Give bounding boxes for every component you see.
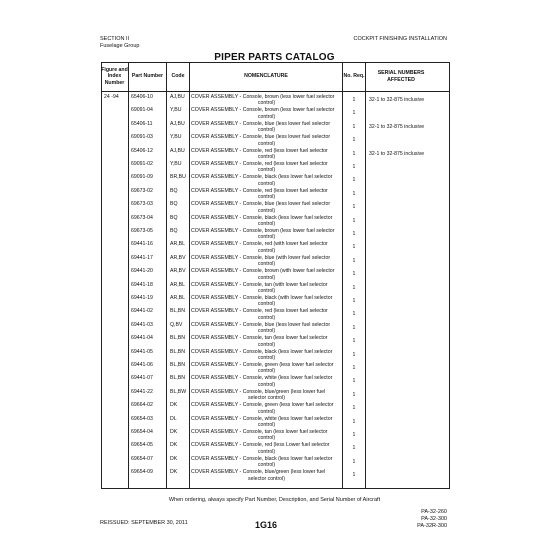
qty-cell: 1: [352, 244, 356, 251]
col-header-nomenclature: NOMENCLATURE: [244, 73, 288, 80]
code-cell: DK: [170, 455, 178, 462]
part-number-cell: 69441-07: [131, 375, 153, 382]
code-cell: AR,BL: [170, 241, 185, 248]
nomenclature-line: control): [257, 462, 276, 469]
part-number-cell: 69091-04: [131, 107, 153, 114]
nomenclature-line: control): [257, 274, 276, 281]
nomenclature-cell: [191, 241, 342, 254]
nomenclature-line: COVER ASSEMBLY - Console, green (less lower fuel selector: [191, 402, 334, 409]
nomenclature-line: COVER ASSEMBLY - Console, black (less lower fuel selector: [191, 348, 333, 355]
qty-cell: 1: [352, 432, 356, 438]
nomenclature-cell: [191, 161, 342, 174]
qty-cell: 1: [352, 204, 356, 211]
qty-cell: 1: [352, 177, 356, 184]
nomenclature-line: COVER ASSEMBLY - Console, blue (with lower fuel selector: [191, 254, 331, 261]
nomenclature-line: COVER ASSEMBLY - Console, tan (less lower fuel selector: [191, 429, 328, 435]
nomenclature-cell: [191, 469, 342, 482]
group-label: Fuselage Group: [100, 43, 140, 49]
ordering-note: When ordering, always specify Part Number, Description, and Serial Number of Aircraft: [168, 497, 381, 503]
qty-cell: 1: [352, 298, 356, 304]
nomenclature-line: COVER ASSEMBLY - Console, white (less lower fuel selector: [191, 375, 333, 382]
nomenclature-line: control): [257, 221, 276, 227]
code-cell: BL,BN: [170, 335, 185, 342]
nomenclature-cell: [191, 94, 342, 107]
part-number-cell: 69664-02: [131, 402, 153, 409]
aircraft-models: [417, 509, 447, 530]
nomenclature-cell: [191, 322, 342, 335]
code-cell: Q,BV: [170, 321, 183, 328]
nomenclature-line: control): [257, 167, 276, 174]
part-number-cell: 69441-17: [131, 254, 153, 261]
nomenclature-line: COVER ASSEMBLY - Console, black (with lower fuel selector: [191, 295, 333, 301]
nomenclature-line: control): [257, 180, 276, 187]
nomenclature-line: COVER ASSEMBLY - Console, blue (less lower fuel selector: [191, 120, 331, 127]
part-number-cell: 69441-06: [131, 362, 153, 368]
nomenclature-cell: [191, 174, 342, 187]
nomenclature-cell: [191, 349, 342, 362]
nomenclature-line: control): [257, 261, 276, 268]
part-number-cell: 69673-03: [131, 201, 153, 208]
nomenclature-line: COVER ASSEMBLY - Console, brown (less lower fuel selector: [191, 94, 335, 100]
code-cell: AR,BV: [170, 254, 186, 261]
catalog-title: PIPER PARTS CATALOG: [214, 52, 335, 63]
part-number-cell: 69091-03: [131, 134, 153, 141]
code-cell: BQ: [170, 214, 178, 221]
qty-cell: 1: [352, 445, 356, 452]
part-number-cell: 69654-04: [131, 429, 153, 435]
part-number-cell: 69441-22: [131, 388, 153, 395]
nomenclature-cell: [191, 134, 342, 147]
figure-index-cell: 24 -94: [104, 94, 119, 100]
nomenclature-cell: [191, 416, 342, 429]
col-header-figure: Figure and Index Number: [101, 66, 128, 86]
installation-title: COCKPIT FINISHING INSTALLATION: [353, 36, 447, 42]
code-cell: AR,BL: [170, 295, 185, 301]
nomenclature-line: COVER ASSEMBLY - Console, blue/green (less lower fuel: [191, 388, 326, 395]
nomenclature-line: control): [257, 435, 276, 442]
qty-cell: 1: [352, 97, 356, 103]
part-number-cell: 69654-03: [131, 415, 153, 422]
nomenclature-line: COVER ASSEMBLY - Console, brown (less lower fuel selector: [191, 228, 335, 234]
nomenclature-cell: [191, 456, 342, 469]
nomenclature-cell: [191, 335, 342, 348]
nomenclature-cell: [191, 308, 342, 321]
nomenclature-cell: [191, 389, 342, 402]
column-divider: [166, 62, 167, 488]
col-header-code: Code: [171, 73, 185, 80]
nomenclature-cell: [191, 268, 342, 281]
nomenclature-line: COVER ASSEMBLY - Console, black (less lower fuel selector: [191, 214, 333, 221]
nomenclature-line: COVER ASSEMBLY - Console, blue (less lower fuel selector: [191, 201, 331, 208]
nomenclature-line: control): [257, 301, 276, 308]
nomenclature-line: control): [257, 140, 276, 147]
code-cell: DK: [170, 402, 178, 409]
part-number-cell: 69441-16: [131, 241, 153, 248]
nomenclature-line: COVER ASSEMBLY - Console, black (less lower fuel selector: [191, 455, 333, 462]
nomenclature-line: control): [257, 368, 276, 375]
part-number-cell: 69654-09: [131, 469, 153, 476]
code-cell: AJ,BU: [170, 94, 185, 100]
qty-cell: 1: [352, 351, 356, 358]
nomenclature-line: COVER ASSEMBLY - Console, tan (less lower fuel selector: [191, 335, 328, 342]
part-number-cell: 69091-09: [131, 174, 153, 181]
qty-cell: 1: [352, 150, 356, 157]
qty-cell: 1: [352, 458, 356, 465]
nomenclature-cell: [191, 362, 342, 375]
nomenclature-line: COVER ASSEMBLY - Console, brown (with lower fuel selector: [191, 268, 335, 275]
part-number-cell: 69441-05: [131, 348, 153, 355]
nomenclature-line: COVER ASSEMBLY - Console, red (less lower fuel selector: [191, 308, 328, 315]
model-label: PA-32R-300: [417, 523, 447, 529]
nomenclature-line: COVER ASSEMBLY - Console, white (less lower fuel selector: [191, 415, 333, 422]
qty-cell: 1: [352, 271, 356, 278]
qty-cell: 1: [352, 110, 356, 117]
nomenclature-line: control): [257, 234, 276, 241]
nomenclature-line: control): [257, 341, 276, 348]
qty-cell: 1: [352, 284, 356, 291]
code-cell: AR,BL: [170, 281, 185, 288]
column-divider: [128, 62, 129, 488]
code-cell: DK: [170, 469, 178, 476]
serial-cell: 32-1 to 32-875 inclusive: [369, 123, 425, 130]
part-number-cell: 69673-05: [131, 228, 153, 234]
nomenclature-cell: [191, 442, 342, 455]
qty-cell: 1: [352, 257, 356, 264]
nomenclature-cell: [191, 375, 342, 388]
nomenclature-line: control): [257, 328, 276, 335]
nomenclature-cell: [191, 228, 342, 241]
nomenclature-line: control): [257, 100, 276, 107]
code-cell: BR,BU: [170, 174, 186, 181]
table-header-divider: [101, 91, 449, 92]
nomenclature-cell: [191, 121, 342, 134]
code-cell: DK: [170, 442, 178, 449]
nomenclature-line: COVER ASSEMBLY - Console, black (less lower fuel selector: [191, 174, 333, 181]
nomenclature-line: control): [257, 381, 276, 388]
nomenclature-line: control): [257, 448, 276, 455]
qty-cell: 1: [352, 405, 356, 412]
nomenclature-cell: [191, 402, 342, 415]
qty-cell: 1: [352, 338, 356, 345]
nomenclature-line: COVER ASSEMBLY - Console, blue (less lower fuel selector: [191, 321, 331, 328]
nomenclature-line: control): [257, 194, 276, 201]
nomenclature-line: COVER ASSEMBLY - Console, blue/green (less lower fuel: [191, 469, 326, 476]
nomenclature-line: control): [257, 207, 276, 214]
qty-cell: 1: [352, 123, 356, 130]
nomenclature-line: COVER ASSEMBLY - Console, red (with lower fuel selector: [191, 241, 328, 248]
nomenclature-line: control): [257, 113, 276, 120]
nomenclature-cell: [191, 201, 342, 214]
part-number-cell: 69654-07: [131, 455, 153, 462]
serial-cell: 32-1 to 32-875 inclusive: [369, 97, 425, 103]
col-header-part: Part Number: [131, 73, 164, 80]
col-header-serial: SERIAL NUMBERS AFFECTED: [377, 70, 425, 83]
qty-cell: 1: [352, 217, 356, 224]
part-number-cell: 69673-04: [131, 214, 153, 221]
nomenclature-line: control): [257, 422, 276, 428]
section-header: [100, 36, 139, 50]
nomenclature-cell: [191, 188, 342, 201]
code-cell: BQ: [170, 228, 178, 234]
qty-cell: 1: [352, 378, 356, 385]
serial-cell: 32-1 to 32-875 inclusive: [369, 150, 425, 157]
code-cell: BL,BW: [170, 388, 187, 395]
qty-cell: 1: [352, 231, 356, 237]
nomenclature-cell: [191, 295, 342, 308]
section-label: SECTION II: [100, 36, 130, 42]
qty-cell: 1: [352, 365, 356, 371]
part-number-cell: 69091-02: [131, 161, 153, 167]
qty-cell: 1: [352, 324, 356, 331]
code-cell: BL,BN: [170, 362, 185, 368]
nomenclature-line: COVER ASSEMBLY - Console, green (less lower fuel selector: [191, 362, 334, 368]
nomenclature-cell: [191, 255, 342, 268]
nomenclature-line: COVER ASSEMBLY - Console, red (less Lower fuel selector: [191, 442, 330, 449]
qty-cell: 1: [352, 472, 356, 479]
code-cell: AR,BV: [170, 268, 186, 275]
code-cell: AJ,BU: [170, 120, 185, 127]
part-number-cell: 69673-02: [131, 187, 153, 194]
nomenclature-line: control): [257, 127, 276, 134]
nomenclature-cell: [191, 215, 342, 228]
part-number-cell: 69441-19: [131, 295, 153, 301]
code-cell: Y,BU: [170, 107, 182, 114]
part-number-cell: 69654-05: [131, 442, 153, 449]
nomenclature-line: control): [257, 355, 276, 361]
nomenclature-line: COVER ASSEMBLY - Console, brown (less lower fuel selector: [191, 107, 335, 114]
part-number-cell: 65406-12: [131, 147, 153, 154]
nomenclature-line: control): [257, 408, 276, 415]
part-number-cell: 69441-03: [131, 321, 153, 328]
code-cell: AJ,BU: [170, 147, 185, 154]
nomenclature-cell: [191, 282, 342, 295]
code-cell: DL: [170, 415, 177, 422]
nomenclature-line: COVER ASSEMBLY - Console, blue (less lower fuel selector: [191, 134, 331, 141]
qty-cell: 1: [352, 190, 356, 197]
code-cell: BQ: [170, 201, 178, 208]
part-number-cell: 69441-02: [131, 308, 153, 315]
col-header-qty: No. Req.: [343, 73, 365, 80]
code-cell: Y,BU: [170, 161, 182, 167]
qty-cell: 1: [352, 391, 356, 398]
nomenclature-line: control): [257, 154, 276, 160]
code-cell: DK: [170, 429, 178, 435]
code-cell: BL,BN: [170, 348, 185, 355]
reissue-date: REISSUED: SEPTEMBER 30, 2011: [100, 520, 188, 526]
part-number-cell: 69441-04: [131, 335, 153, 342]
column-divider: [189, 62, 190, 488]
model-label: PA-32-260: [421, 509, 447, 515]
qty-cell: 1: [352, 137, 356, 144]
qty-cell: 1: [352, 164, 356, 170]
nomenclature-line: COVER ASSEMBLY - Console, red (less lower fuel selector: [191, 187, 328, 194]
model-label: PA-32-300: [421, 516, 447, 522]
nomenclature-cell: [191, 107, 342, 120]
page-id: 1G16: [255, 520, 278, 530]
qty-cell: 1: [352, 418, 356, 425]
nomenclature-line: selector control): [248, 395, 285, 402]
nomenclature-line: COVER ASSEMBLY - Console, red (less lower fuel selector: [191, 147, 328, 154]
nomenclature-line: COVER ASSEMBLY - Console, red (less lower fuel selector: [191, 161, 328, 167]
code-cell: Y,BU: [170, 134, 182, 141]
nomenclature-cell: [191, 148, 342, 161]
nomenclature-line: control): [257, 314, 276, 321]
part-number-cell: 65406-10: [131, 94, 153, 100]
part-number-cell: 69441-18: [131, 281, 153, 288]
code-cell: BL,BN: [170, 308, 185, 315]
nomenclature-cell: [191, 429, 342, 442]
code-cell: BL,BN: [170, 375, 185, 382]
column-divider: [365, 62, 366, 488]
part-number-cell: 65406-11: [131, 120, 153, 127]
part-number-cell: 69441-20: [131, 268, 153, 275]
nomenclature-line: control): [257, 288, 276, 294]
qty-cell: 1: [352, 311, 356, 318]
code-cell: BQ: [170, 187, 178, 194]
nomenclature-line: control): [257, 247, 276, 254]
nomenclature-line: COVER ASSEMBLY - Console, tan (with lower fuel selector: [191, 281, 328, 288]
nomenclature-line: selector control): [248, 475, 285, 482]
